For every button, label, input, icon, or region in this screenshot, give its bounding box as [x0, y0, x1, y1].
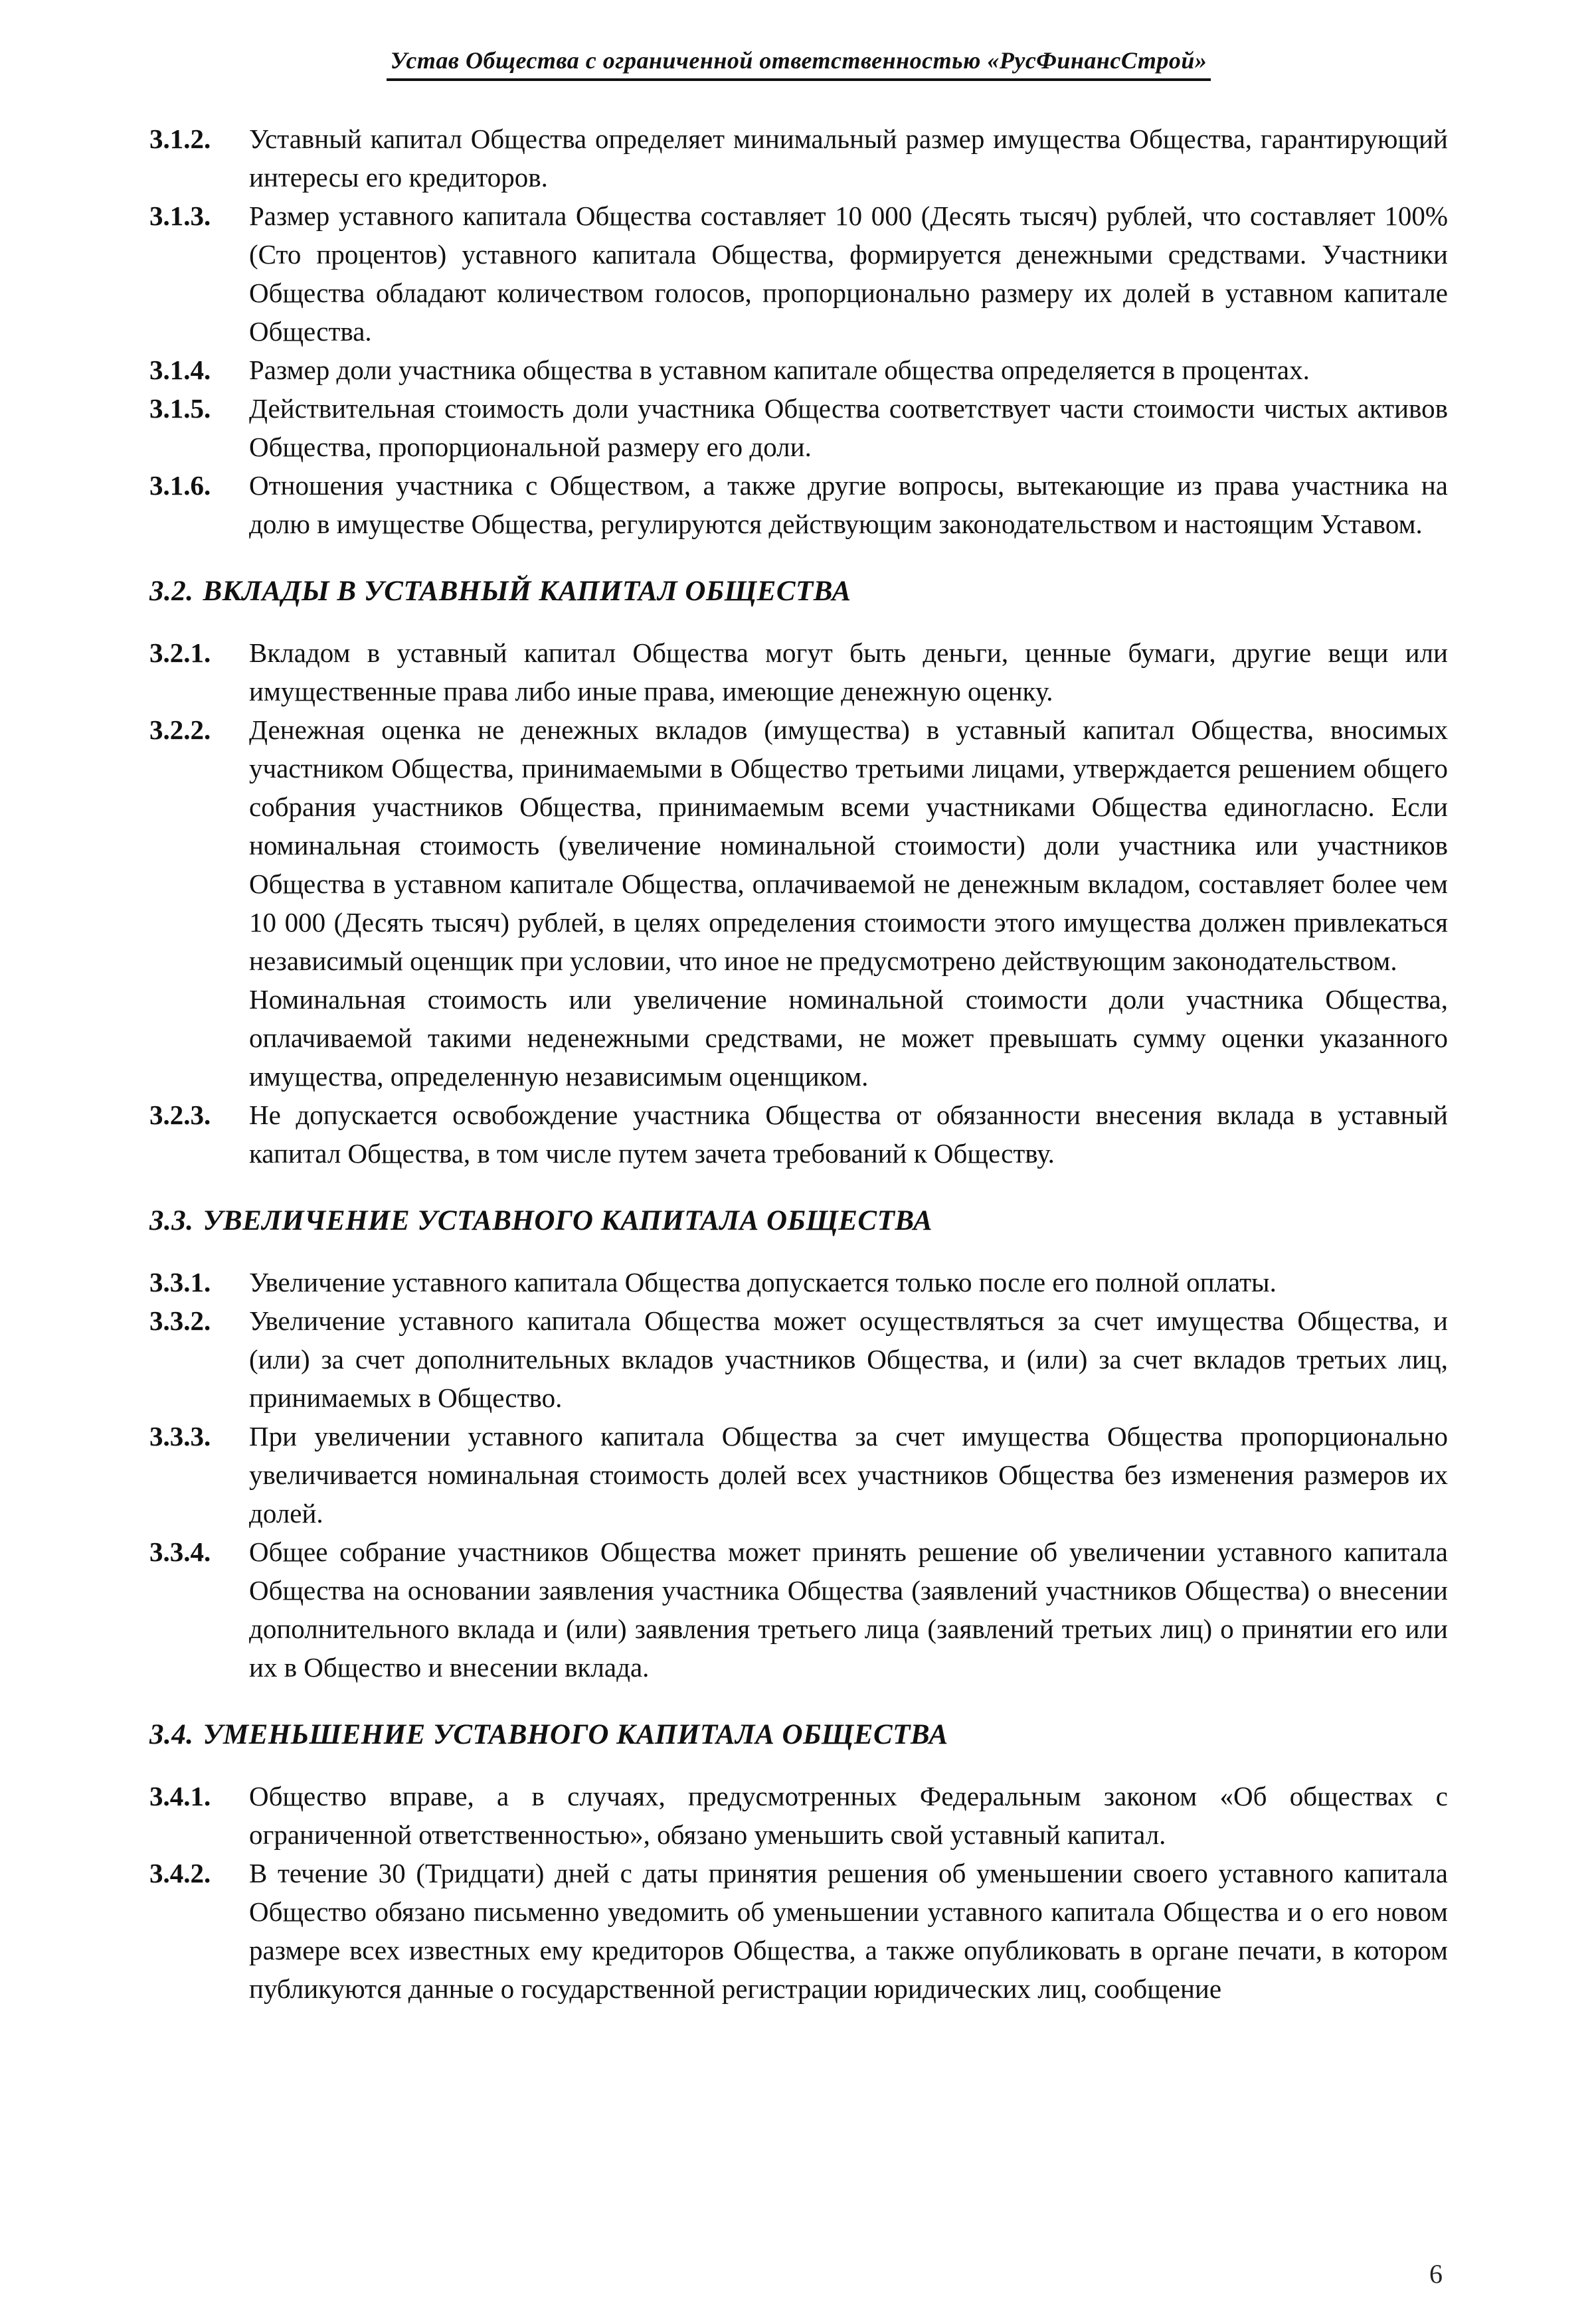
clause-text: Общее собрание участников Общества может принять решение об увеличении уставного капитала Общества на основании заявления участника Общества (заявлений участников Общества) о внесении дополнительного вклада и (или) заявления третьего лица (заявлений третьих лиц) о принятии его или их в Общество и внесении вклада. — [249, 1536, 1448, 1683]
clause-text: Увеличение уставного капитала Общества допускается только после его полной оплаты. — [249, 1267, 1277, 1297]
numbered-clause — [149, 633, 1448, 710]
section-heading — [149, 1202, 1448, 1240]
numbered-clause — [149, 710, 1448, 980]
clause-number: 3.1.5. — [149, 393, 211, 424]
numbered-clause — [149, 1777, 1448, 1854]
section-heading — [149, 1716, 1448, 1754]
section-number: 3.2. — [149, 576, 194, 607]
document-header — [149, 46, 1448, 81]
clause-text: Вкладом в уставный капитал Общества могут быть деньги, ценные бумаги, другие вещи или имущественные права либо иные права, имеющие денежную оценку. — [249, 637, 1448, 706]
page-number: 6 — [1429, 2259, 1443, 2289]
numbered-clause — [149, 197, 1448, 351]
numbered-clause — [149, 120, 1448, 197]
section-title: УВЕЛИЧЕНИЕ УСТАВНОГО КАПИТАЛА ОБЩЕСТВА — [203, 1205, 933, 1236]
clause-number: 3.3.2. — [149, 1305, 211, 1336]
clause-number: 3.2.2. — [149, 714, 211, 745]
clause-text: Увеличение уставного капитала Общества может осуществляться за счет имущества Общества, и (или) за счет дополнительных вкладов участников Общества, и (или) за счет вкладов третьих лиц, принимаемых в Общество. — [249, 1305, 1448, 1413]
clause-text: Денежная оценка не денежных вкладов (имущества) в уставный капитал Общества, вносимых участником Общества, принимаемыми в Общество третьими лицами, утверждается решением общего собрания участников Общества, принимаемым всеми участниками Общества единогласно. Если номинальная стоимость (увеличение номинальной стоимости) доли участника или участников Общества в уставном капитале Общества, оплачиваемой не денежным вкладом, составляет более чем 10 000 (Десять тысяч) рублей, в целях определения стоимости этого имущества должен привлекаться независимый оценщик при условии, что иное не предусмотрено действующим законодательством. — [249, 714, 1448, 976]
numbered-clause — [149, 466, 1448, 543]
clause-text: Номинальная стоимость или увеличение номинальной стоимости доли участника Общества, оплачиваемой такими неденежными средствами, не может превышать сумму оценки указанного имущества, определенную независимым оценщиком. — [249, 984, 1448, 1092]
clause-text: В течение 30 (Тридцати) дней с даты принятия решения об уменьшении своего уставного капитала Общество обязано письменно уведомить об уменьшении уставного капитала Общества и о его новом размере всех известных ему кредиторов Общества, а также опубликовать в органе печати, в котором публикуются данные о государственной регистрации юридических лиц, сообщение — [249, 1858, 1448, 2004]
section-number: 3.3. — [149, 1205, 194, 1236]
clause-number: 3.3.4. — [149, 1536, 211, 1567]
clause-number: 3.4.2. — [149, 1858, 211, 1888]
clause-number: 3.3.3. — [149, 1421, 211, 1452]
paragraph-continuation — [149, 980, 1448, 1096]
section-title: УМЕНЬШЕНИЕ УСТАВНОГО КАПИТАЛА ОБЩЕСТВА — [203, 1719, 948, 1750]
clause-number: 3.2.1. — [149, 637, 211, 668]
numbered-clause — [149, 1301, 1448, 1417]
clause-number: 3.4.1. — [149, 1781, 211, 1811]
clause-text: Не допускается освобождение участника Общества от обязанности внесения вклада в уставный капитал Общества, в том числе путем зачета требований к Обществу. — [249, 1100, 1448, 1169]
clause-text: Общество вправе, а в случаях, предусмотренных Федеральным законом «Об обществах с ограниченной ответственностью», обязано уменьшить свой уставный капитал. — [249, 1781, 1448, 1850]
clause-text: Размер доли участника общества в уставном капитале общества определяется в процентах. — [249, 355, 1310, 385]
numbered-clause — [149, 351, 1448, 389]
numbered-clause — [149, 1263, 1448, 1301]
clause-number: 3.1.6. — [149, 470, 211, 501]
section-heading — [149, 572, 1448, 611]
document-body — [149, 120, 1448, 2008]
clause-number: 3.1.2. — [149, 124, 211, 154]
numbered-clause — [149, 1417, 1448, 1533]
clause-number: 3.2.3. — [149, 1100, 211, 1130]
section-number: 3.4. — [149, 1719, 194, 1750]
document-title: Устав Общества с ограниченной ответственностью «РусФинансСтрой» — [387, 46, 1211, 81]
numbered-clause — [149, 1854, 1448, 2008]
numbered-clause — [149, 1096, 1448, 1173]
clause-text: При увеличении уставного капитала Общества за счет имущества Общества пропорционально увеличивается номинальная стоимость долей всех участников Общества без изменения размеров их долей. — [249, 1421, 1448, 1529]
section-title: ВКЛАДЫ В УСТАВНЫЙ КАПИТАЛ ОБЩЕСТВА — [203, 576, 851, 607]
clause-text: Действительная стоимость доли участника Общества соответствует части стоимости чистых активов Общества, пропорциональной размеру его доли. — [249, 393, 1448, 462]
clause-number: 3.1.3. — [149, 201, 211, 231]
numbered-clause — [149, 1533, 1448, 1687]
clause-number: 3.3.1. — [149, 1267, 211, 1297]
clause-text: Отношения участника с Обществом, а также другие вопросы, вытекающие из права участника на долю в имуществе Общества, регулируются действующим законодательством и настоящим Уставом. — [249, 470, 1448, 539]
clause-text: Уставный капитал Общества определяет минимальный размер имущества Общества, гарантирующий интересы его кредиторов. — [249, 124, 1448, 193]
clause-number: 3.1.4. — [149, 355, 211, 385]
clause-text: Размер уставного капитала Общества составляет 10 000 (Десять тысяч) рублей, что составляет 100% (Сто процентов) уставного капитала Общества, формируется денежными средствами. Участники Общества обладают количеством голосов, пропорционально размеру их долей в уставном капитале Общества. — [249, 201, 1448, 347]
numbered-clause — [149, 389, 1448, 466]
